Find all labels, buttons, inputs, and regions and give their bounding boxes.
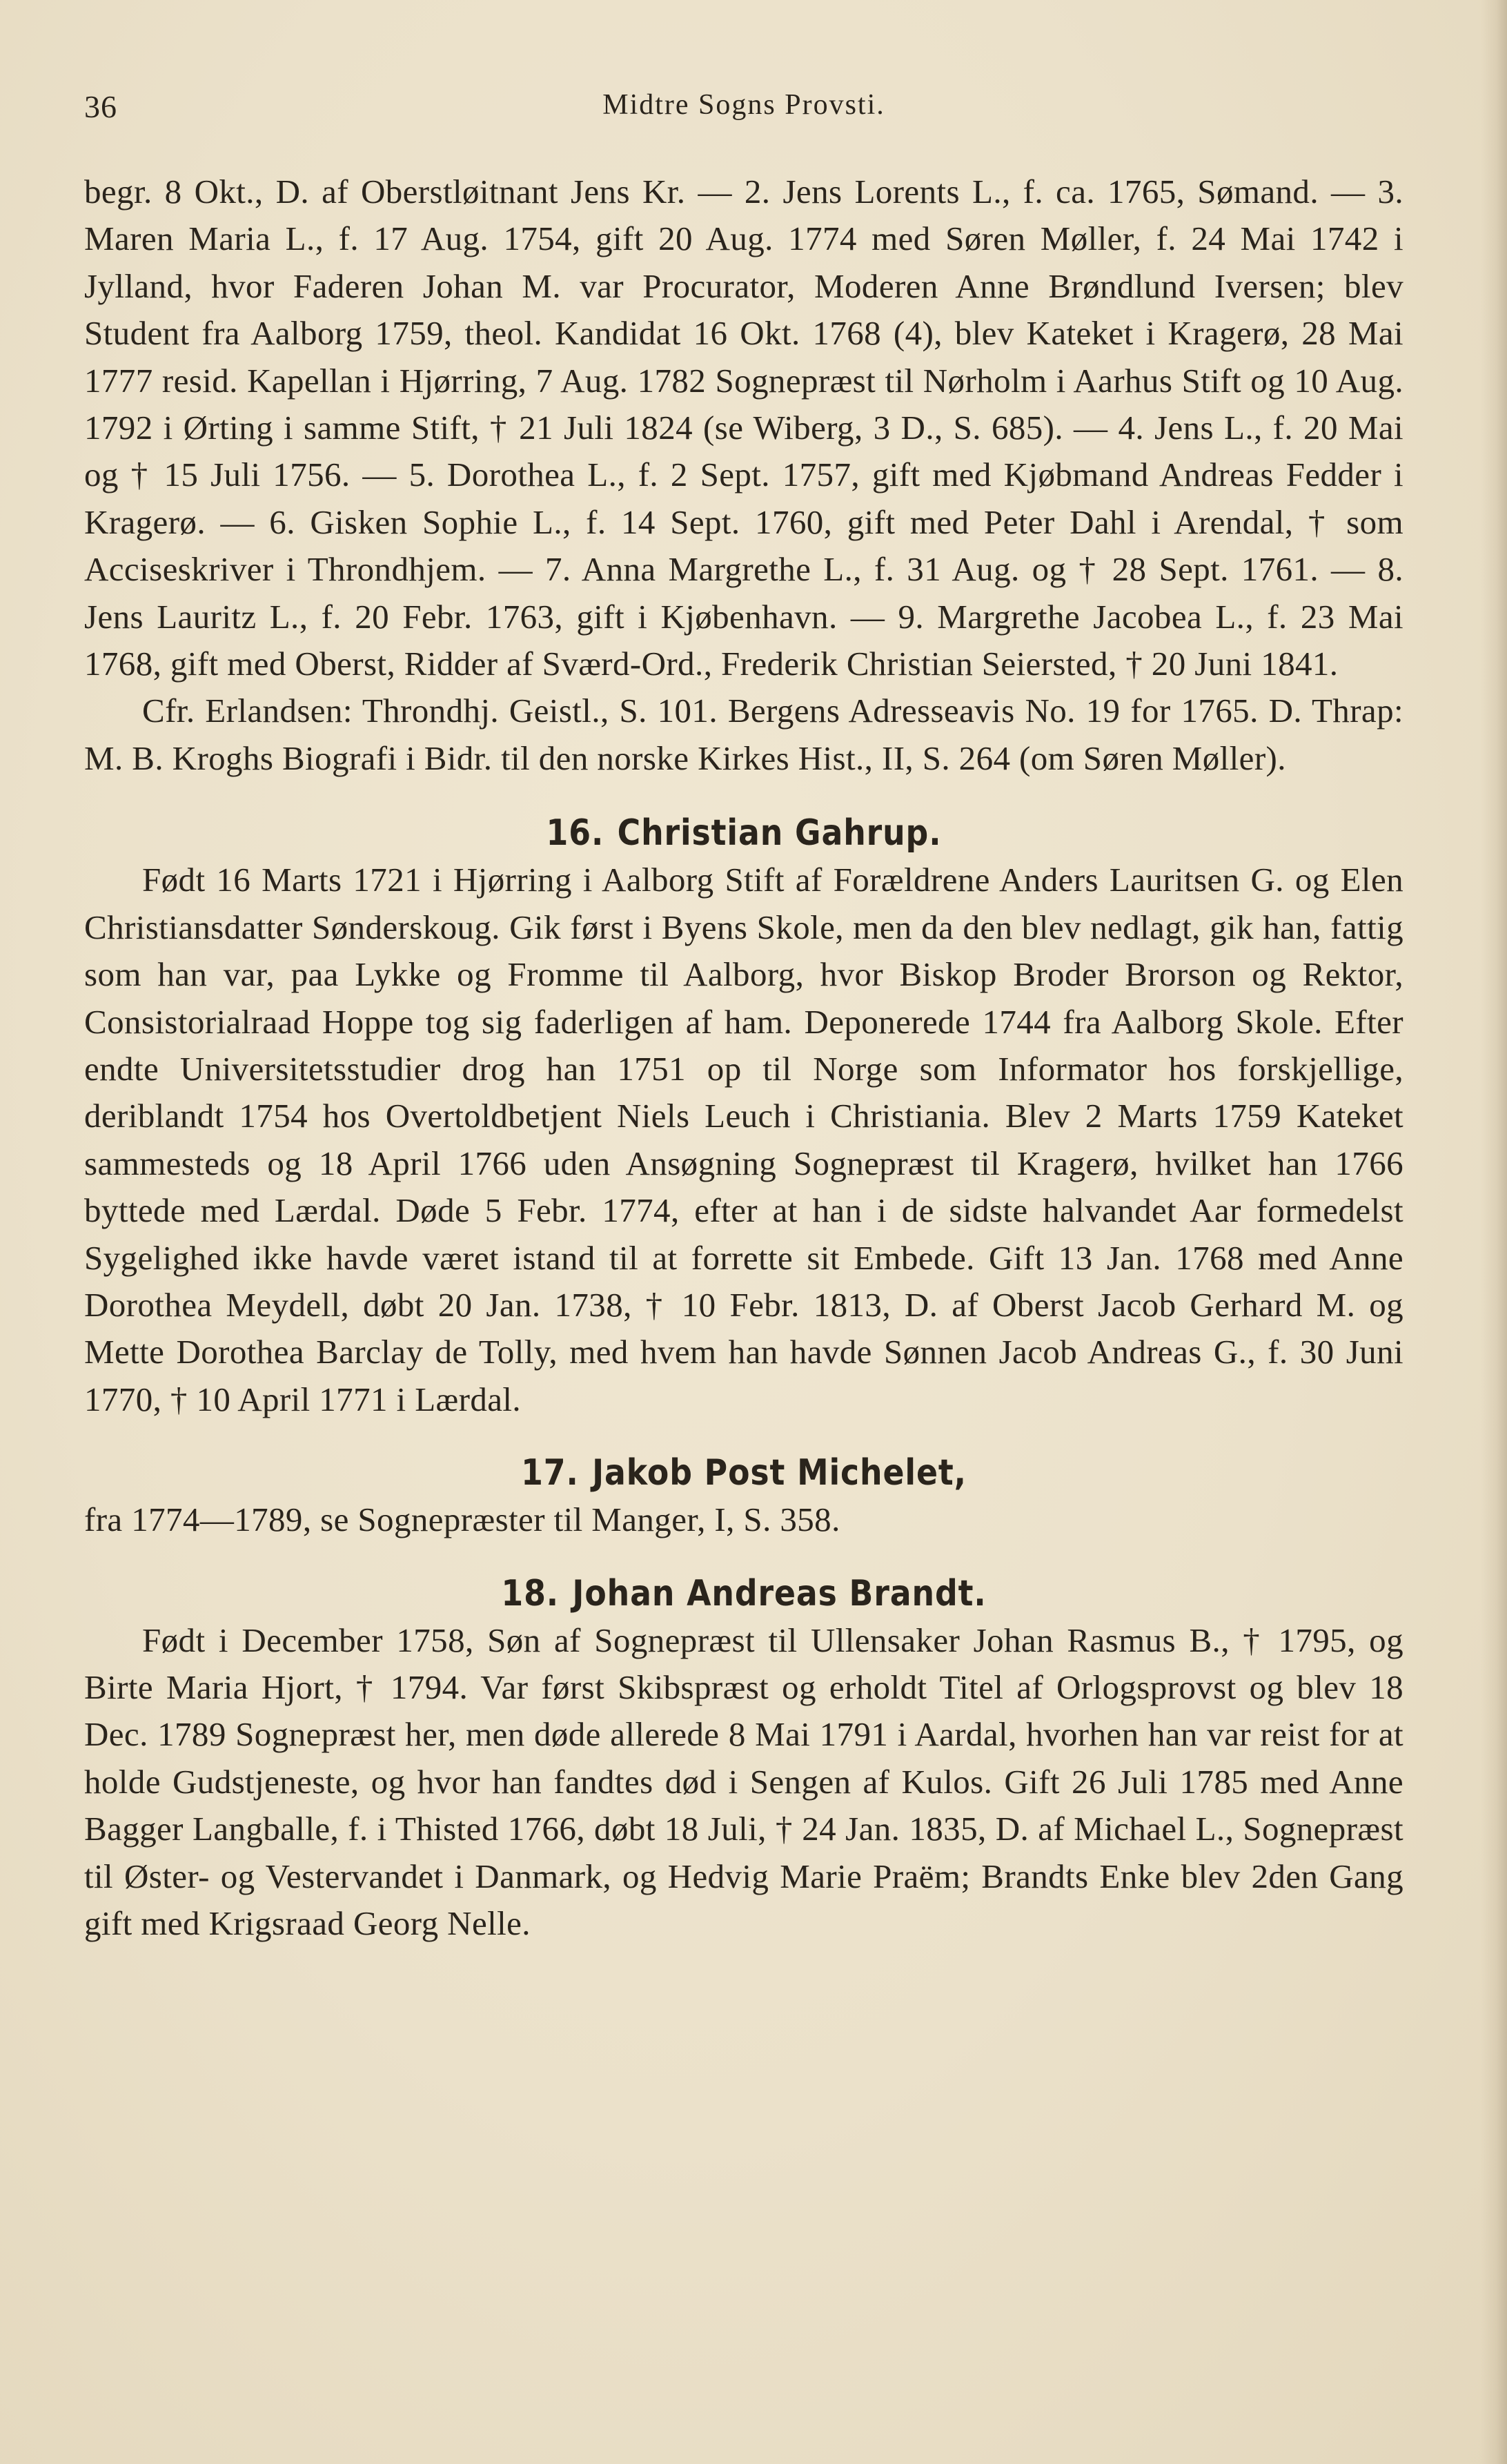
entry-number: 16.	[546, 812, 604, 854]
entry-heading-17	[164, 1449, 1325, 1496]
entry-number: 17.	[521, 1452, 579, 1494]
page-number: 36	[84, 89, 117, 124]
entry-name: Jakob Post Michelet,	[592, 1452, 967, 1494]
page-header	[84, 88, 1403, 144]
page-edge-shadow	[1481, 0, 1507, 2464]
page-body	[84, 168, 1403, 1947]
continuation-paragraph: begr. 8 Okt., D. af Oberstløitnant Jens Kr. — 2. Jens Lorents L., f. ca. 1765, Sømand. — 3. Maren Maria L., f. 17 Aug. 1754, gift 20 Aug. 1774 med Søren Møller, f. 24 Mai 1742 i Jylland, hvor Faderen Johan M. var Procurator, Moderen Anne Brøndlund Iversen; blev Student fra Aalborg 1759, theol. Kandidat 16 Okt. 1768 (4), blev Kateket i Kragerø, 28 Mai 1777 resid. Kapellan i Hjørring, 7 Aug. 1782 Sognepræst til Nørholm i Aarhus Stift og 10 Aug. 1792 i Ørting i samme Stift, † 21 Juli 1824 (se Wiberg, 3 D., S. 685). — 4. Jens L., f. 20 Mai og † 15 Juli 1756. — 5. Dorothea L., f. 2 Sept. 1757, gift med Kjøbmand Andreas Fedder i Kragerø. — 6. Gisken Sophie L., f. 14 Sept. 1760, gift med Peter Dahl i Arendal, † som Acciseskriver i Throndhjem. — 7. Anna Margrethe L., f. 31 Aug. og † 28 Sept. 1761. — 8. Jens Lauritz L., f. 20 Febr. 1763, gift i Kjøbenhavn. — 9. Margrethe Jacobea L., f. 23 Mai 1768, gift med Oberst, Ridder af Sværd-Ord., Frederik Christian Seiersted, † 20 Juni 1841.	[84, 173, 1403, 683]
entry-heading-16	[164, 810, 1325, 857]
entry-text-16: Født 16 Marts 1721 i Hjørring i Aalborg Stift af Forældrene Anders Lauritsen G. og Elen Christiansdatter Sønderskoug. Gik først i Byens Skole, men da den blev nedlagt, gik han, fattig som han var, paa Lykke og Fromme til Aalborg, hvor Biskop Broder Brorson og Rektor, Consistorialraad Hoppe tog sig faderligen af ham. Deponerede 1744 fra Aalborg Skole. Efter endte Universitetsstudier drog han 1751 op til Norge som Informator hos forskjellige, deriblandt 1754 hos Overtoldbetjent Niels Leuch i Christiania. Blev 2 Marts 1759 Kateket sammesteds og 18 April 1766 uden Ansøgning Sognepræst til Kragerø, hvilket han 1766 byttede med Lærdal. Døde 5 Febr. 1774, efter at han i de sidste halvandet Aar formedelst Sygelighed ikke havde været istand til at forrette sit Embede. Gift 13 Jan. 1768 med Anne Dorothea Meydell, døbt 20 Jan. 1738, † 10 Febr. 1813, D. af Oberst Jacob Gerhard M. og Mette Dorothea Barclay de Tolly, med hvem han havde Sønnen Jacob Andreas G., f. 30 Juni 1770, † 10 April 1771 i Lærdal.	[84, 861, 1403, 1418]
entry-text-17: fra 1774—1789, se Sognepræster til Manger, I, S. 358.	[84, 1500, 840, 1539]
references-paragraph: Cfr. Erlandsen: Throndhj. Geistl., S. 101. Bergens Adresseavis No. 19 for 1765. D. Thrap: M. B. Kroghs Biografi i Bidr. til den norske Kirkes Hist., II, S. 264 (om Søren Møller).	[84, 692, 1403, 777]
entry-name: Christian Gahrup.	[617, 812, 942, 854]
entry-name: Johan Andreas Brandt.	[572, 1572, 987, 1614]
entry-number: 18.	[501, 1572, 560, 1614]
running-title: Midtre Sogns Provsti.	[602, 89, 885, 121]
entry-heading-18	[164, 1570, 1325, 1617]
entry-text-18: Født i December 1758, Søn af Sognepræst til Ullensaker Johan Rasmus B., † 1795, og Birte Maria Hjort, † 1794. Var først Skibspræst og erholdt Titel af Orlogsprovst og blev 18 Dec. 1789 Sognepræst her, men døde allerede 8 Mai 1791 i Aardal, hvorhen han var reist for at holde Gudstjeneste, og hvor han fandtes død i Sengen af Kulos. Gift 26 Juli 1785 med Anne Bagger Langballe, f. i Thisted 1766, døbt 18 Juli, † 24 Jan. 1835, D. af Michael L., Sognepræst til Øster- og Vestervandet i Danmark, og Hedvig Marie Praëm; Brandts Enke blev 2den Gang gift med Krigsraad Georg Nelle.	[84, 1621, 1403, 1942]
